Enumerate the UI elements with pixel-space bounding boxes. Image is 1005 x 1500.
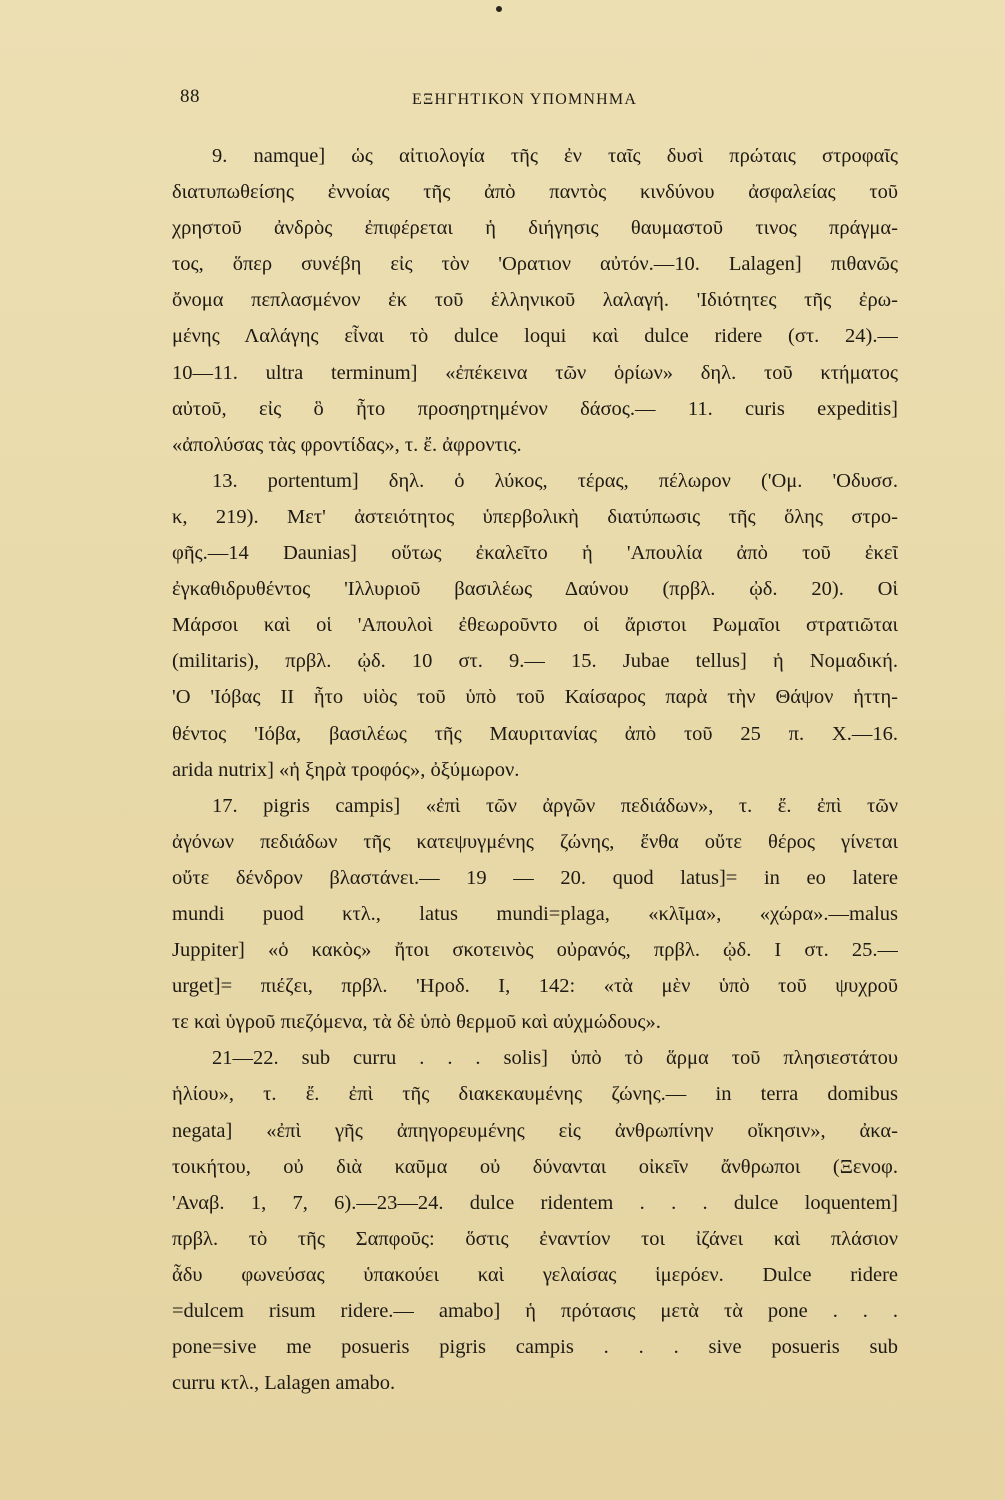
text-line: τος, ὅπερ συνέβη εἰς τὸν 'Ορατιον αὐτόν.—10. Lalagen] πιθανῶς (172, 253, 898, 276)
running-head: ΕΞΗΓΗΤΙΚΟΝ ΥΠΟΜΝΗΜΑ (412, 91, 638, 108)
text-line: 21—22. sub curru . . . solis] ὑπὸ τὸ ἅρμα τοῦ πλησιεστάτου (212, 1047, 898, 1070)
text-line: curru κτλ., Lalagen amabo. (172, 1372, 396, 1395)
text-line: κ, 219). Μετ' ἀστειότητος ὑπερβολικὴ διατύπωσις τῆς ὅλης στρο- (172, 505, 898, 528)
text-line: ἡλίου», τ. ἔ. ἐπὶ τῆς διακεκαυμένης ζώνης.— in terra domibus (172, 1083, 898, 1106)
commentary-text (172, 138, 898, 1401)
text-line: «ἀπολύσας τὰς φροντίδας», τ. ἔ. ἀφροντις. (172, 433, 522, 456)
text-line: 'Ο 'Ιόβας II ἦτο υἱὸς τοῦ ὑπὸ τοῦ Καίσαρος παρὰ τὴν Θάψον ἡττη- (172, 686, 898, 709)
text-line: ἐγκαθιδρυθέντος 'Ιλλυριοῦ βασιλέως Δαύνου (πρβλ. ᾠδ. 20). Οἱ (172, 578, 898, 601)
text-line: =dulcem risum ridere.— amabo] ἡ πρότασις μετὰ τὰ pone . . . (172, 1300, 898, 1322)
text-line: negata] «ἐπὶ γῆς ἀπηγορευμένης εἰς ἀνθρωπίνην οἴκησιν», ἀκα- (172, 1119, 898, 1142)
text-line: ὄνομα πεπλασμένον ἐκ τοῦ ἑλληνικοῦ λαλαγή. 'Ιδιότητες τῆς ἐρω- (172, 289, 898, 312)
text-line: Μάρσοι καὶ οἱ 'Απουλοὶ ἐθεωροῦντο οἱ ἄριστοι Ρωμαῖοι στρατιῶται (172, 614, 898, 637)
text-line: 'Αναβ. 1, 7, 6).—23—24. dulce ridentem . . . dulce loquentem] (172, 1191, 898, 1214)
text-line: οὔτε δένδρον βλαστάνει.— 19 — 20. quod latus]= in eo latere (172, 866, 898, 889)
text-line: πρβλ. τὸ τῆς Σαπφοῦς: ὅστις ἐναντίον τοι ἰζάνει καὶ πλάσιον (172, 1227, 898, 1250)
text-line: μένης Λαλάγης εἶναι τὸ dulce loqui καὶ dulce ridere (στ. 24).— (172, 325, 898, 348)
text-line: 9. namque] ὡς αἰτιολογία τῆς ἐν ταῖς δυσὶ πρώταις στροφαῖς (212, 145, 898, 167)
text-line: mundi puod κτλ., latus mundi=plaga, «κλῖμα», «χώρα».—malus (172, 902, 898, 925)
text-line: pone=sive me posueris pigris campis . . . sive posueris sub (172, 1336, 898, 1359)
text-line: θέντος 'Ιόβα, βασιλέως τῆς Μαυριτανίας ἀπὸ τοῦ 25 π. Χ.—16. (172, 722, 898, 745)
text-line: urget]= πιέζει, πρβλ. 'Ηροδ. I, 142: «τὰ μὲν ὑπὸ τοῦ ψυχροῦ (172, 975, 898, 998)
text-line: Juppiter] «ὁ κακὸς» ἤτοι σκοτεινὸς οὐρανός, πρβλ. ᾠδ. I στ. 25.— (172, 939, 898, 962)
text-line: φῆς.—14 Daunias] οὕτως ἐκαλεῖτο ἡ 'Απουλία ἀπὸ τοῦ ἐκεῖ (172, 542, 898, 565)
text-line: arida nutrix] «ἡ ξηρὰ τροφός», ὀξύμωρον. (172, 758, 520, 781)
text-line: (militaris), πρβλ. ᾠδ. 10 στ. 9.— 15. Jubae tellus] ἡ Νομαδική. (172, 650, 898, 673)
page-number: 88 (180, 86, 200, 107)
text-line: 10—11. ultra terminum] «ἐπέκεινα τῶν ὁρίων» δηλ. τοῦ κτήματος (172, 361, 898, 384)
text-line: χρηστοῦ ἀνδρὸς ἐπιφέρεται ἡ διήγησις θαυμαστοῦ τινος πράγμα- (172, 217, 898, 240)
ink-dot (496, 6, 502, 12)
text-line: ἀγόνων πεδιάδων τῆς κατεψυγμένης ζώνης, ἔνθα οὔτε θέρος γίνεται (172, 830, 898, 853)
text-line: τοικήτου, οὐ διὰ καῦμα οὐ δύνανται οἰκεῖν ἄνθρωποι (Ξενοφ. (172, 1155, 898, 1178)
text-line: αὐτοῦ, εἰς ὃ ἦτο προσηρτημένον δάσος.— 11. curis expeditis] (172, 397, 898, 420)
text-line: διατυπωθείσης ἐννοίας τῆς ἀπὸ παντὸς κινδύνου ἀσφαλείας τοῦ (172, 181, 898, 204)
text-line: 13. portentum] δηλ. ὁ λύκος, τέρας, πέλωρον ('Ομ. 'Οδυσσ. (212, 469, 898, 492)
text-line: τε καὶ ὑγροῦ πιεζόμενα, τὰ δὲ ὑπὸ θερμοῦ καὶ αὐχμώδους». (172, 1011, 661, 1034)
text-line: 17. pigris campis] «ἐπὶ τῶν ἀργῶν πεδιάδων», τ. ἔ. ἐπὶ τῶν (212, 794, 898, 817)
text-line: ἆδυ φωνεύσας ὑπακούει καὶ γελαίσας ἱμερόεν. Dulce ridere (172, 1263, 898, 1286)
